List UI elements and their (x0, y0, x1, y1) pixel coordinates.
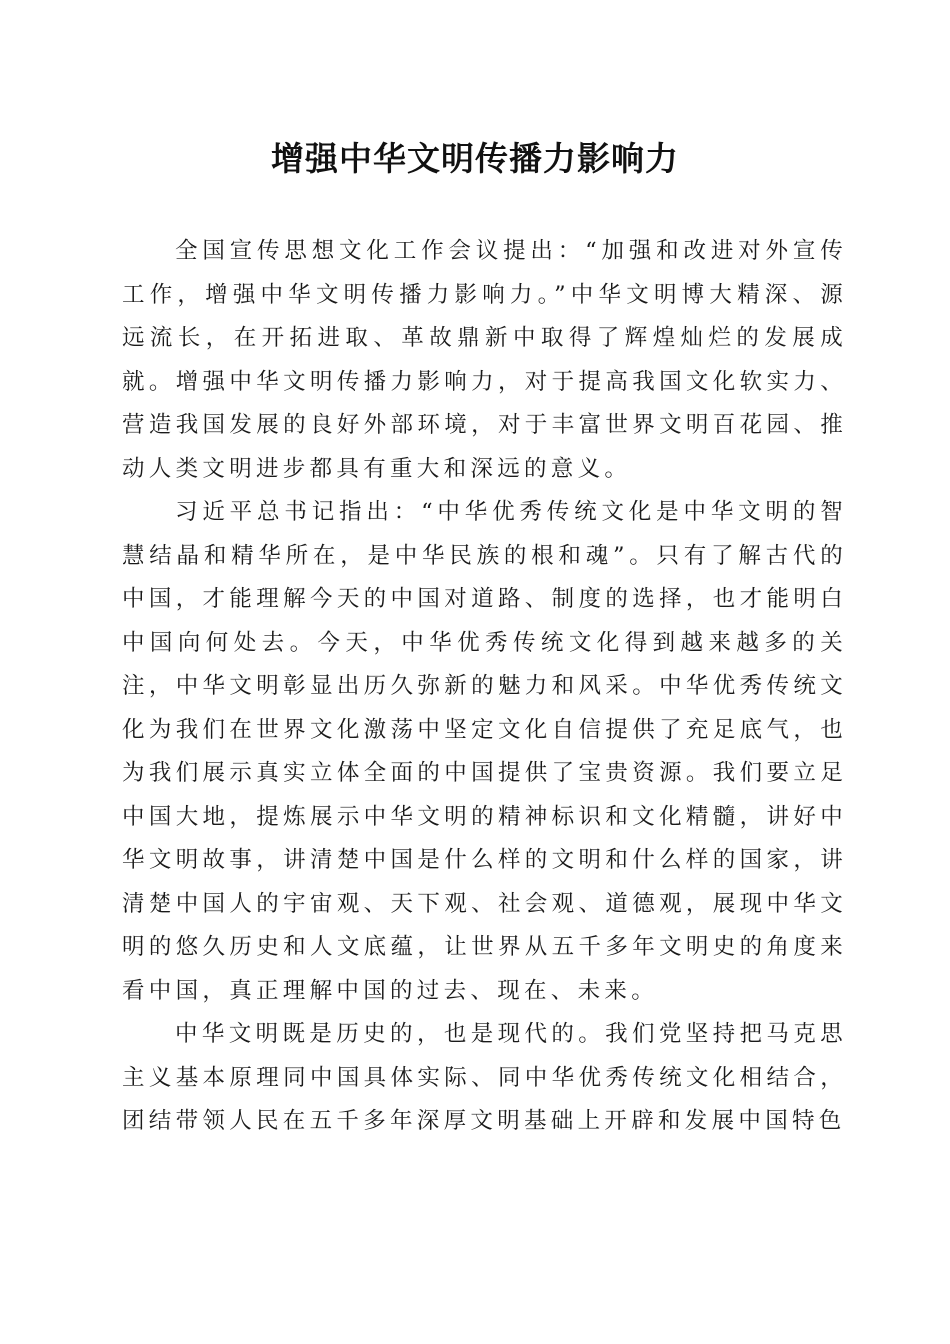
paragraph: 中华文明既是历史的，也是现代的。我们党坚持把马克思主义基本原理同中国具体实际、同中华优秀传统文化相结合，团结带领人民在五千多年深厚文明基础上开辟和发展中国特色 (122, 1021, 847, 1134)
paragraph: 习近平总书记指出：“中华优秀传统文化是中华文明的智慧结晶和精华所在，是中华民族的根和魂”。只有了解古代的中国，才能理解今天的中国对道路、制度的选择，也才能明白中国向何处去。今天，中华优秀传统文化得到越来越多的关注，中华文明彰显出历久弥新的魅力和风采。中华优秀传统文化为我们在世界文化激荡中坚定文化自信提供了充足底气，也为我们展示真实立体全面的中国提供了宝贵资源。我们要立足中国大地，提炼展示中华文明的精神标识和文化精髓，讲好中华文明故事，讲清楚中国是什么样的文明和什么样的国家，讲清楚中国人的宇宙观、天下观、社会观、道德观，展现中华文明的悠久历史和人文底蕴，让世界从五千多年文明史的角度来看中国，真正理解中国的过去、现在、未来。 (122, 499, 847, 1004)
document-title: 增强中华文明传播力影响力 (271, 139, 679, 178)
paragraph: 全国宣传思想文化工作会议提出：“加强和改进对外宣传工作，增强中华文明传播力影响力。”中华文明博大精深、源远流长，在开拓进取、革故鼎新中取得了辉煌灿烂的发展成就。增强中华文明传播力影响力，对于提高我国文化软实力、营造我国发展的良好外部环境，对于丰富世界文明百花园、推动人类文明进步都具有重大和深远的意义。 (122, 238, 847, 482)
document-body (122, 230, 847, 1144)
